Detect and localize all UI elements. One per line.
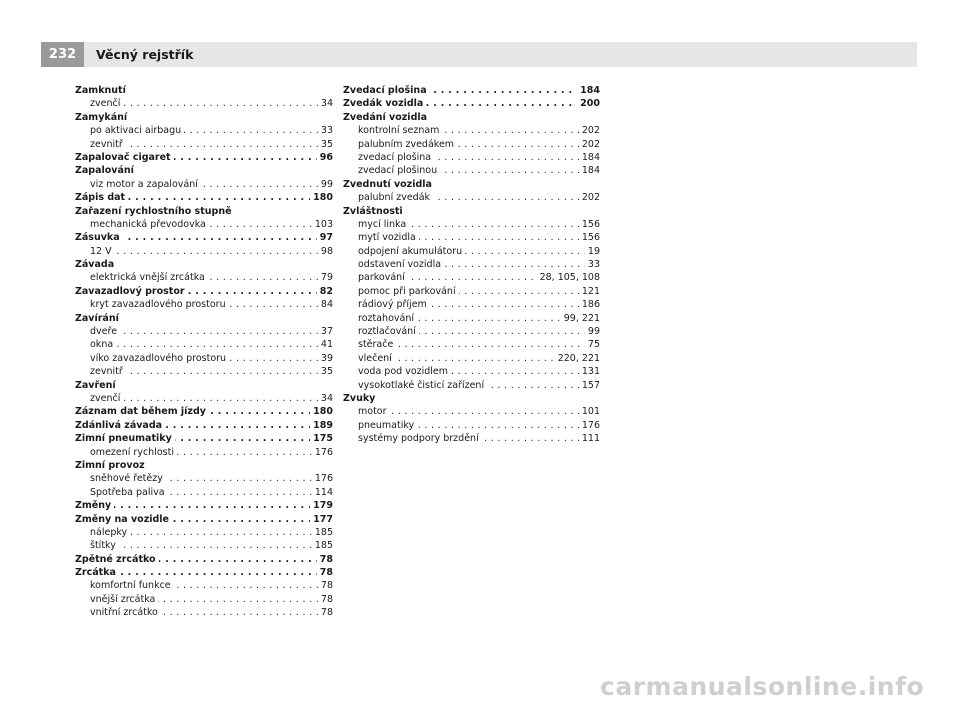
- index-heading: [75, 459, 333, 472]
- entry-label: . . . Spotřeba paliva: [90, 486, 168, 499]
- index-subentry: [75, 271, 333, 284]
- entry-page-ref[interactable]: 33: [318, 124, 333, 137]
- index-heading: [75, 499, 333, 512]
- entry-label: . . . odstavení vozidla: [358, 258, 444, 271]
- entry-page-ref[interactable]: 131: [579, 365, 600, 378]
- index-subentry: [343, 191, 600, 204]
- entry-page-ref[interactable]: 79: [318, 271, 333, 284]
- entry-label: . . . zvenčí: [90, 392, 123, 405]
- entry-page-ref[interactable]: 19: [585, 245, 600, 258]
- entry-label: . . . Zpětné zrcátko: [75, 553, 159, 566]
- index-subentry: [75, 579, 333, 592]
- entry-label: . . . viz motor a zapalování: [90, 178, 201, 191]
- index-subentry: [75, 486, 333, 499]
- entry-label: . . . vlečení: [358, 352, 395, 365]
- entry-label: Zvedání vozidla: [343, 111, 430, 124]
- entry-page-ref[interactable]: 78: [317, 553, 333, 566]
- entry-label: . . . mytí vozidla: [358, 231, 419, 244]
- entry-page-ref[interactable]: 157: [579, 379, 600, 392]
- entry-label: . . . kontrolní seznam: [358, 124, 442, 137]
- index-heading: [75, 379, 333, 392]
- index-subentry: [343, 151, 600, 164]
- index-subentry: [343, 352, 600, 365]
- entry-label: . . . elektrická vnější zrcátka: [90, 271, 208, 284]
- index-subentry: [343, 312, 600, 325]
- entry-page-ref[interactable]: 156: [579, 218, 600, 231]
- entry-label: . . . Změny na vozidle: [75, 513, 172, 526]
- index-subentry: [75, 365, 333, 378]
- entry-label: Zařazení rychlostního stupně: [75, 205, 235, 218]
- entry-label: . . . palubním zvedákem: [358, 138, 457, 151]
- entry-page-ref[interactable]: 41: [318, 338, 333, 351]
- entry-page-ref[interactable]: 114: [312, 486, 333, 499]
- index-subentry: [75, 472, 333, 485]
- entry-label: . . . po aktivaci airbagu: [90, 124, 184, 137]
- entry-label: . . . zvedací plošina: [358, 151, 434, 164]
- index-subentry: [75, 298, 333, 311]
- entry-label: . . . Zdánlivá závada: [75, 419, 165, 432]
- index-subentry: [343, 419, 600, 432]
- index-heading: [343, 178, 600, 191]
- entry-page-ref[interactable]: 180: [310, 405, 333, 418]
- entry-page-ref[interactable]: 202: [579, 124, 600, 137]
- entry-page-ref[interactable]: 179: [310, 499, 333, 512]
- entry-label: . . . stěrače: [358, 338, 396, 351]
- entry-label: . . . vysokotlaké čisticí zařízení: [358, 379, 487, 392]
- entry-page-ref[interactable]: 111: [579, 432, 600, 445]
- entry-page-ref[interactable]: 99: [585, 325, 600, 338]
- entry-label: . . . odpojení akumulátoru: [358, 245, 465, 258]
- index-subentry: [75, 245, 333, 258]
- index-subentry: [343, 325, 600, 338]
- entry-label: . . . Zapalovač cigaret: [75, 151, 174, 164]
- entry-label: . . . Změny: [75, 499, 114, 512]
- index-heading: [75, 405, 333, 418]
- entry-label: . . . okna: [90, 338, 116, 351]
- entry-label: . . . Zimní pneumatiky: [75, 432, 175, 445]
- index-heading: [343, 111, 600, 124]
- entry-label: . . . sněhové řetězy: [90, 472, 166, 485]
- entry-label: . . . zevnitř: [90, 138, 126, 151]
- entry-label: Zamykání: [75, 111, 130, 124]
- entry-page-ref[interactable]: 184: [579, 164, 600, 177]
- entry-page-ref[interactable]: 28, 105, 108: [537, 271, 600, 284]
- entry-label: . . . Zásuvka: [75, 231, 123, 244]
- entry-label: . . . mycí linka: [358, 218, 409, 231]
- entry-label: . . . Zrcátka: [75, 566, 119, 579]
- index-subentry: [75, 606, 333, 619]
- entry-label: . . . palubní zvedák: [358, 191, 433, 204]
- entry-page-ref[interactable]: 78: [318, 579, 333, 592]
- entry-label: . . . rádiový příjem: [358, 298, 430, 311]
- entry-page-ref[interactable]: 180: [310, 191, 333, 204]
- index-subentry: [343, 338, 600, 351]
- index-subentry: [75, 97, 333, 110]
- entry-page-ref[interactable]: 202: [579, 191, 600, 204]
- entry-label: . . . omezení rychlosti: [90, 446, 177, 459]
- entry-label: . . . motor: [358, 405, 390, 418]
- index-heading: [343, 97, 600, 110]
- index-heading: [75, 164, 333, 177]
- entry-label: . . . parkování: [358, 271, 408, 284]
- entry-label: . . . nálepky: [90, 526, 130, 539]
- entry-label: . . . voda pod vozidlem: [358, 365, 451, 378]
- index-heading: [75, 419, 333, 432]
- entry-page-ref[interactable]: 185: [312, 539, 333, 552]
- entry-page-ref[interactable]: 184: [577, 84, 600, 97]
- entry-page-ref[interactable]: 184: [579, 151, 600, 164]
- entry-label: Zapalování: [75, 164, 137, 177]
- index-subentry: [75, 218, 333, 231]
- entry-page-ref[interactable]: 99: [318, 178, 333, 191]
- index-subentry: [75, 178, 333, 191]
- entry-page-ref[interactable]: 175: [310, 432, 333, 445]
- index-heading: [75, 432, 333, 445]
- entry-page-ref[interactable]: 176: [312, 446, 333, 459]
- entry-label: . . . štítky: [90, 539, 119, 552]
- entry-label: Zimní provoz: [75, 459, 148, 472]
- entry-label: Zvednutí vozidla: [343, 178, 435, 191]
- entry-page-ref[interactable]: 200: [577, 97, 600, 110]
- entry-page-ref[interactable]: 103: [312, 218, 333, 231]
- entry-page-ref[interactable]: 35: [318, 138, 333, 151]
- index-subentry: [75, 138, 333, 151]
- entry-label: . . . mechanická převodovka: [90, 218, 209, 231]
- index-subentry: [343, 164, 600, 177]
- entry-page-ref[interactable]: 34: [318, 392, 333, 405]
- entry-page-ref[interactable]: 189: [310, 419, 333, 432]
- entry-label: . . . Zvedací plošina: [343, 84, 430, 97]
- index-subentry: [343, 379, 600, 392]
- entry-label: . . . Zápis dat: [75, 191, 128, 204]
- index-subentry: [343, 405, 600, 418]
- entry-page-ref[interactable]: 121: [579, 285, 600, 298]
- index-heading: [75, 258, 333, 271]
- entry-page-ref[interactable]: 39: [318, 352, 333, 365]
- entry-page-ref[interactable]: 185: [312, 526, 333, 539]
- index-subentry: [75, 352, 333, 365]
- entry-label: . . . Záznam dat během jízdy: [75, 405, 209, 418]
- index-heading: [75, 566, 333, 579]
- entry-page-ref[interactable]: 35: [318, 365, 333, 378]
- index-column-right: [343, 84, 600, 446]
- entry-page-ref[interactable]: 84: [318, 298, 333, 311]
- entry-label: . . . kryt zavazadlového prostoru: [90, 298, 229, 311]
- index-subentry: [75, 392, 333, 405]
- index-heading: [75, 111, 333, 124]
- section-title: Věcný rejstřík: [96, 47, 194, 62]
- index-heading: [75, 205, 333, 218]
- entry-page-ref[interactable]: 75: [585, 338, 600, 351]
- index-subentry: [343, 245, 600, 258]
- entry-page-ref[interactable]: 96: [317, 151, 333, 164]
- entry-label: . . . roztahování: [358, 312, 417, 325]
- entry-page-ref[interactable]: 97: [317, 231, 333, 244]
- index-subentry: [75, 593, 333, 606]
- entry-page-ref[interactable]: 78: [317, 566, 333, 579]
- index-subentry: [75, 539, 333, 552]
- index-column-left: [75, 84, 333, 620]
- index-subentry: [75, 446, 333, 459]
- entry-page-ref[interactable]: 34: [318, 97, 333, 110]
- entry-label: . . . Zvedák vozidla: [343, 97, 426, 110]
- watermark: carmanualsonline.info: [600, 672, 925, 701]
- entry-page-ref[interactable]: 156: [579, 231, 600, 244]
- index-subentry: [343, 365, 600, 378]
- entry-label: Zvláštnosti: [343, 205, 406, 218]
- index-heading: [75, 151, 333, 164]
- index-heading: [343, 84, 600, 97]
- entry-page-ref[interactable]: 99, 221: [561, 312, 600, 325]
- entry-label: . . . dveře: [90, 325, 120, 338]
- index-subentry: [343, 138, 600, 151]
- entry-label: Zavření: [75, 379, 119, 392]
- index-heading: [75, 513, 333, 526]
- index-subentry: [343, 258, 600, 271]
- entry-page-ref[interactable]: 220, 221: [555, 352, 600, 365]
- entry-label: Zavírání: [75, 312, 122, 325]
- entry-page-ref[interactable]: 202: [579, 138, 600, 151]
- index-heading: [75, 191, 333, 204]
- entry-label: . . . Zavazadlový prostor: [75, 285, 188, 298]
- index-subentry: [343, 124, 600, 137]
- entry-page-ref[interactable]: 33: [585, 258, 600, 271]
- entry-page-ref[interactable]: 82: [317, 285, 333, 298]
- entry-label: . . . 12 V: [90, 245, 115, 258]
- entry-page-ref[interactable]: 176: [312, 472, 333, 485]
- index-subentry: [75, 526, 333, 539]
- entry-label: . . . zvedací plošinou: [358, 164, 440, 177]
- entry-page-ref[interactable]: 37: [318, 325, 333, 338]
- page-number: 232: [41, 42, 84, 67]
- entry-label: . . . víko zavazadlového prostoru: [90, 352, 229, 365]
- index-heading: [75, 84, 333, 97]
- index-heading: [75, 231, 333, 244]
- entry-page-ref[interactable]: 177: [310, 513, 333, 526]
- index-subentry: [75, 338, 333, 351]
- entry-label: . . . systémy podpory brzdění: [358, 432, 482, 445]
- entry-label: . . . vnitřní zrcátko: [90, 606, 161, 619]
- index-subentry: [343, 218, 600, 231]
- entry-label: . . . komfortní funkce: [90, 579, 174, 592]
- index-subentry: [343, 285, 600, 298]
- index-subentry: [343, 432, 600, 445]
- entry-page-ref[interactable]: 101: [579, 405, 600, 418]
- entry-page-ref[interactable]: 78: [318, 606, 333, 619]
- index-heading: [343, 392, 600, 405]
- entry-page-ref[interactable]: 98: [318, 245, 333, 258]
- entry-label: . . . zevnitř: [90, 365, 126, 378]
- index-heading: [75, 553, 333, 566]
- entry-page-ref[interactable]: 186: [579, 298, 600, 311]
- index-subentry: [343, 298, 600, 311]
- entry-label: Zamknutí: [75, 84, 129, 97]
- entry-page-ref[interactable]: 78: [318, 593, 333, 606]
- index-heading: [75, 312, 333, 325]
- entry-label: . . . roztlačování: [358, 325, 419, 338]
- index-subentry: [75, 325, 333, 338]
- entry-label: . . . pomoc při parkování: [358, 285, 459, 298]
- index-heading: [343, 205, 600, 218]
- entry-label: . . . pneumatiky: [358, 419, 417, 432]
- entry-label: Závada: [75, 258, 117, 271]
- entry-page-ref[interactable]: 176: [579, 419, 600, 432]
- index-subentry: [75, 124, 333, 137]
- index-subentry: [343, 271, 600, 284]
- index-subentry: [343, 231, 600, 244]
- index-heading: [75, 285, 333, 298]
- entry-label: Zvuky: [343, 392, 378, 405]
- entry-label: . . . zvenčí: [90, 97, 123, 110]
- entry-label: . . . vnější zrcátka: [90, 593, 158, 606]
